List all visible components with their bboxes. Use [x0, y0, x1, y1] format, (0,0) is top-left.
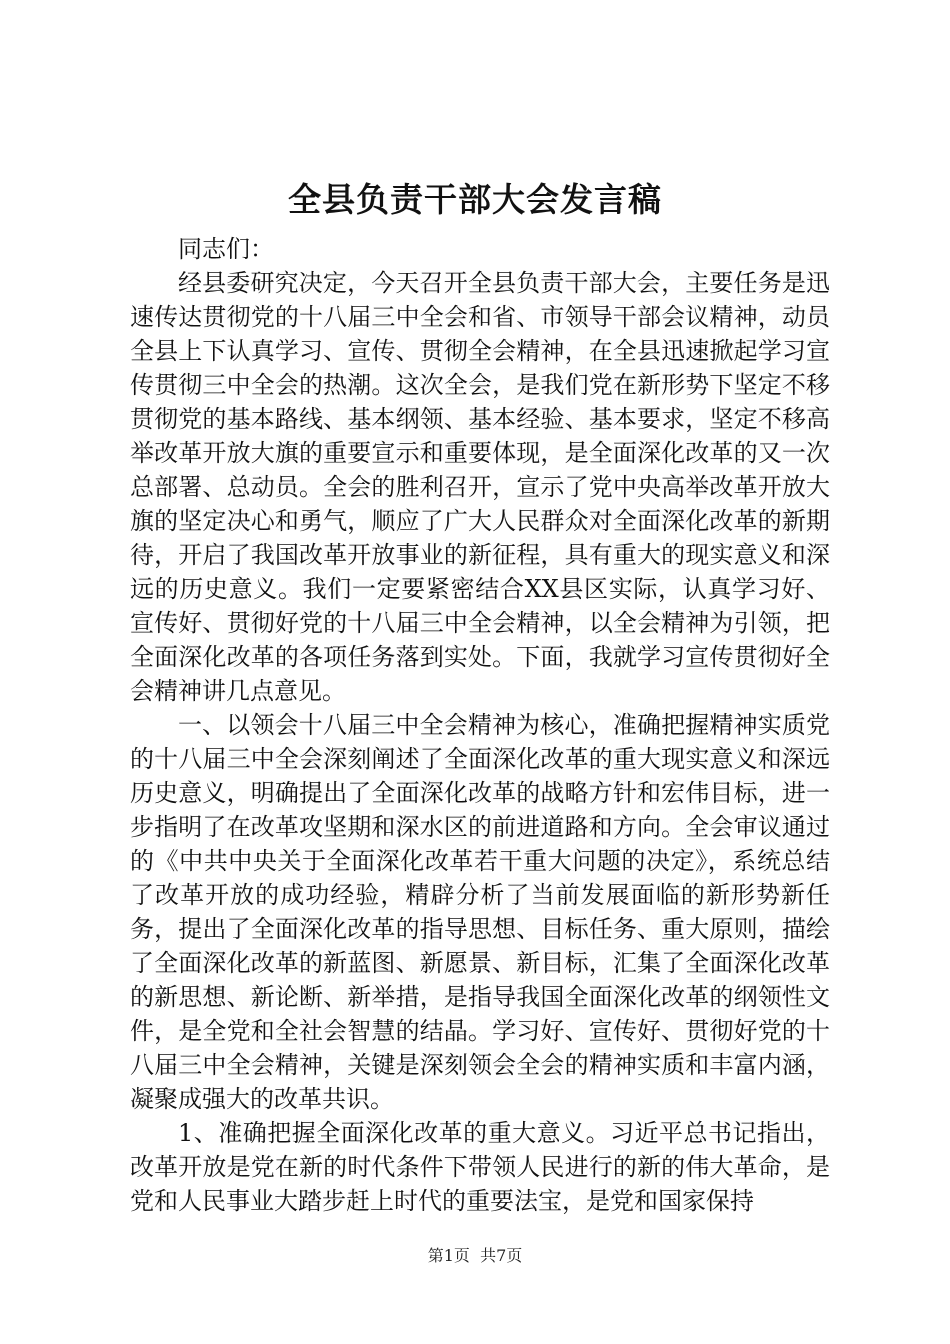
page-footer [0, 1246, 950, 1266]
paragraph-section-one: 一、以领会十八届三中全会精神为核心，准确把握精神实质党的十八届三中全会深刻阐述了全面深化改革的重大现实意义和深远历史意义，明确提出了全面深化改革的战略方针和宏伟目标，进一步指明了在改革攻坚期和深水区的前进道路和方向。全会审议通过的《中共中央关于全面深化改革若干重大问题的决定》，系统总结了改革开放的成功经验，精辟分析了当前发展面临的新形势新任务，提出了全面深化改革的指导思想、目标任务、重大原则，描绘了全面深化改革的新蓝图、新愿景、新目标，汇集了全面深化改革的新思想、新论断、新举措，是指导我国全面深化改革的纲领性文件，是全党和全社会智慧的结晶。学习好、宣传好、贯彻好党的十八届三中全会精神，关键是深刻领会全会的精神实质和丰富内涵，凝聚成强大的改革共识。 [130, 711, 830, 1113]
paragraph-point-one: 1、准确把握全面深化改革的重大意义。习近平总书记指出，改革开放是党在新的时代条件下带领人民进行的新的伟大革命，是党和人民事业大踏步赶上时代的重要法宝，是党和国家保持 [130, 1119, 830, 1215]
paragraph-intro: 经县委研究决定，今天召开全县负责干部大会，主要任务是迅速传达贯彻党的十八届三中全会和省、市领导干部会议精神，动员全县上下认真学习、宣传、贯彻全会精神，在全县迅速掀起学习宣传贯彻三中全会的热潮。这次全会，是我们党在新形势下坚定不移贯彻党的基本路线、基本纲领、基本经验、基本要求，坚定不移高举改革开放大旗的重要宣示和重要体现，是全面深化改革的又一次总部署、总动员。全会的胜利召开，宣示了党中央高举改革开放大旗的坚定决心和勇气，顺应了广大人民群众对全面深化改革的新期待，开启了我国改革开放事业的新征程，具有重大的现实意义和深远的历史意义。我们一定要紧密结合XX县区实际，认真学习好、宣传好、贯彻好党的十八届三中全会精神，以全会精神为引领，把全面深化改革的各项任务落到实处。下面，我就学习宣传贯彻好全会精神讲几点意见。 [130, 269, 830, 705]
salutation: 同志们： [178, 235, 274, 263]
document-title: 全县负责干部大会发言稿 [288, 180, 662, 219]
page-number-label: 第1页 共7页 [427, 1246, 523, 1265]
document-body [130, 232, 830, 1218]
